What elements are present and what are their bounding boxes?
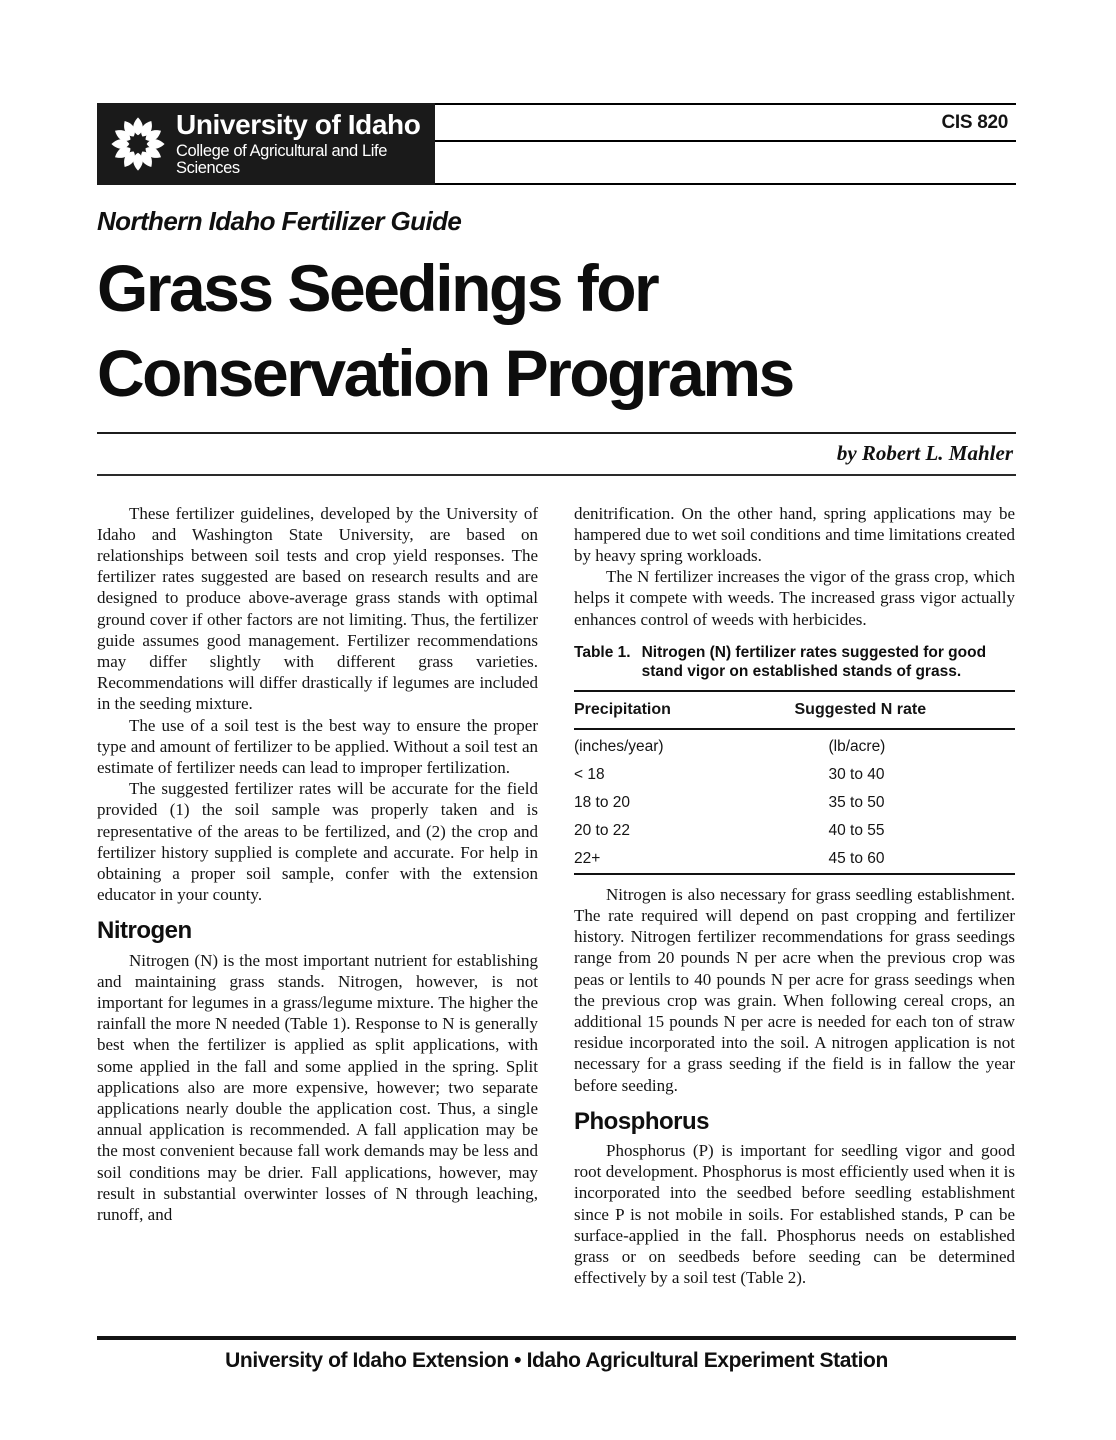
paragraph-intro-2: The use of a soil test is the best way to ensure the proper type and amount of fertilizer to be applied. Without a soil test an estimate of fertilizer needs can lead to improper fertilization. (97, 715, 538, 777)
paragraph-nitrogen-1-continued: denitrification. On the other hand, spring applications may be hampered due to wet soil conditions and time limitations created by heavy spring workloads. (574, 503, 1015, 565)
table-1-units-row (574, 730, 1015, 761)
byline: by Robert L. Mahler (836, 441, 1013, 465)
paragraph-intro-1: These fertilizer guidelines, developed by the University of Idaho and Washington State University, are based on relationships between soil tests and crop yield responses. The fertilizer rates suggested are based on research results and are designed to produce above-average grass stands with optimal ground cover if other factors are not limiting. Thus, the fertilizer guide assumes good management. Fertilizer recommendations may differ slightly with different grass varieties. Recommendations will differ drastically if legumes are included in the seeding mixture. (97, 503, 538, 714)
document-title-line2: Conservation Programs (97, 336, 793, 410)
paragraph-intro-3: The suggested fertilizer rates will be accurate for the field provided (1) the soil sample was properly taken and is representative of the areas to be fertilized, and (2) the crop and fertilizer history supplied is complete and accurate. For help in obtaining a proper soil sample, confer with the extension educator in your county. (97, 779, 538, 905)
table-row (574, 789, 1015, 817)
table-1 (574, 643, 1015, 875)
table-cell-precipitation: < 18 (574, 765, 605, 783)
table-1-unit-precipitation: (inches/year) (574, 737, 664, 755)
table-cell-precipitation: 18 to 20 (574, 793, 631, 811)
publication-id-box (435, 103, 1016, 185)
right-column (574, 503, 1015, 1289)
section-heading-nitrogen: Nitrogen (97, 917, 192, 945)
table-cell-n-rate: 35 to 50 (828, 793, 885, 811)
university-name: University of Idaho (176, 109, 421, 141)
table-1-caption-text: Nitrogen (N) fertilizer rates suggested for good stand vigor on established stands of grass. (641, 643, 987, 680)
table-row (574, 845, 1015, 873)
footer-text: University of Idaho Extension • Idaho Agricultural Experiment Station (225, 1349, 888, 1372)
publication-box-blank (435, 142, 1016, 183)
publication-number: CIS 820 (941, 111, 1008, 133)
table-1-header-row (574, 692, 1015, 728)
body-columns (97, 503, 1016, 1289)
table-1-header-n-rate: Suggested N rate (794, 700, 927, 718)
paragraph-phosphorus-1: Phosphorus (P) is important for seedling vigor and good root development. Phosphorus is most efficiently used when it is incorporated into the seedbed before seedling establishment since P is not mobile in soils. For established stands, P can be surface-applied in the fall. Phosphorus needs on established grass or on seedbeds before seeding can be determined effectively by a soil test (Table 2). (574, 1140, 1015, 1288)
table-cell-precipitation: 20 to 22 (574, 821, 631, 839)
document-title-line1: Grass Seedings for (97, 251, 658, 325)
series-title: Northern Idaho Fertilizer Guide (97, 206, 462, 236)
left-column (97, 503, 538, 1289)
university-logo-block (97, 103, 435, 185)
table-cell-n-rate: 40 to 55 (828, 821, 885, 839)
table-cell-n-rate: 45 to 60 (828, 849, 885, 867)
table-1-caption (574, 643, 1015, 681)
paragraph-nitrogen-2: The N fertilizer increases the vigor of the grass crop, which helps it compete with weeds. The increased grass vigor actually enhances control of weeds with herbicides. (574, 567, 1015, 629)
footer-rule (97, 1336, 1016, 1340)
college-name: College of Agricultural and Life Sciences (176, 141, 388, 177)
university-logo-text (176, 111, 435, 176)
paragraph-nitrogen-3: Nitrogen is also necessary for grass seedling establishment. The rate required will depend on past cropping and fertilizer history. Nitrogen fertilizer recommendations for grass seedings range from 20 pounds N per acre when the previous crop was peas or lentils to 40 pounds N per acre for grass seedings when the previous crop was grain. When following cereal crops, an additional 15 pounds N per acre is needed for each ton of straw residue incorporated into the soil. A nitrogen application is not necessary for a grass seeding if the field is in fallow the year before seeding. (574, 884, 1015, 1095)
table-1-unit-n-rate: (lb/acre) (828, 737, 886, 755)
document-title (97, 246, 1016, 416)
table-cell-precipitation: 22+ (574, 849, 601, 867)
divider-rule-bottom (97, 474, 1016, 476)
paragraph-nitrogen-1: Nitrogen (N) is the most important nutrient for establishing and maintaining grass stands. Nitrogen, however, is not important for legumes in a grass/legume mixture. The higher the rainfall the more N needed (Table 1). Response to N is generally best when the fertilizer is applied as split applications, with some applied in the fall and some applied in the spring. Split applications also are more expensive, however; two separate applications nearly double the application cost. Thus, a single annual application is recommended. A fall application may be the most convenient because fall work demands may be less and soil conditions may be drier. Fall applications, however, may result in substantial overwinter losses of N through leaching, runoff, and (97, 950, 538, 1224)
table-cell-n-rate: 30 to 40 (828, 765, 885, 783)
table-1-rule-bottom (574, 873, 1015, 875)
masthead (97, 103, 1016, 185)
table-1-caption-label: Table 1. (574, 643, 631, 661)
section-heading-phosphorus: Phosphorus (574, 1107, 710, 1135)
page-footer (97, 1336, 1016, 1373)
table-row (574, 761, 1015, 789)
table-row (574, 817, 1015, 845)
table-1-header-precipitation: Precipitation (574, 700, 671, 718)
university-sunburst-icon (109, 115, 167, 173)
